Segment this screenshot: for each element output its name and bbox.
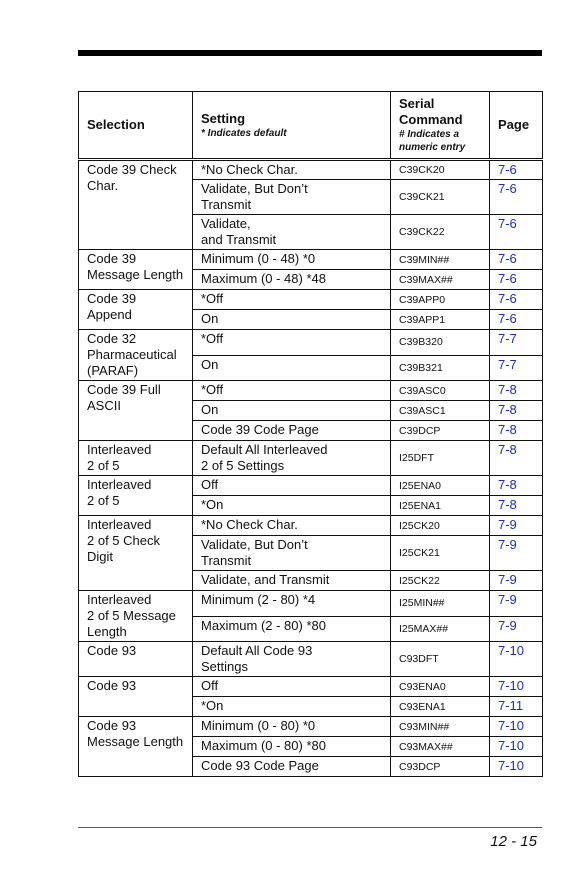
selection-text: Interleaved: [87, 442, 152, 457]
setting-text: Off: [201, 678, 219, 693]
setting-text: Settings: [201, 659, 248, 674]
setting-text: Default All Code 93: [201, 643, 313, 658]
selection-text: Pharmaceutical: [87, 347, 177, 362]
setting-text: *No Check Char.: [201, 162, 298, 177]
setting-text: Validate, But Don’t: [201, 181, 308, 196]
setting-text: On: [201, 402, 219, 417]
table-row: [79, 591, 543, 617]
selection-text: Digit: [87, 549, 114, 564]
setting-cell: [193, 642, 391, 677]
setting-cell: [193, 355, 391, 381]
table-row: [79, 642, 543, 677]
selection-text: Interleaved: [87, 477, 152, 492]
setting-text: Transmit: [201, 553, 252, 568]
page-link[interactable]: 7-8: [490, 421, 543, 441]
selection-text: Code 39 Full: [87, 382, 161, 397]
table-row: [79, 330, 543, 356]
selection-cell: [79, 516, 193, 591]
page-link[interactable]: 7-8: [490, 381, 543, 401]
setting-cell: [193, 516, 391, 536]
selection-cell: [79, 642, 193, 677]
setting-cell: [193, 250, 391, 270]
serial-command-cell: C39MIN##: [391, 250, 490, 270]
selection-text: Message Length: [87, 734, 184, 749]
serial-command-cell: C93ENA0: [391, 677, 490, 697]
setting-cell: [193, 697, 391, 717]
serial-command-cell: C93DCP: [391, 757, 490, 777]
top-rule: [78, 50, 542, 56]
page-link[interactable]: 7-6: [490, 270, 543, 290]
table-row: [79, 160, 543, 180]
selection-text: ASCII: [87, 398, 121, 413]
table-row: [79, 250, 543, 270]
selection-text: Code 39: [87, 291, 137, 306]
serial-command-cell: I25DFT: [391, 441, 490, 476]
setting-cell: [193, 571, 391, 591]
selection-cell: [79, 290, 193, 330]
setting-cell: [193, 421, 391, 441]
setting-cell: [193, 496, 391, 516]
setting-text: *Off: [201, 331, 224, 346]
page-link[interactable]: 7-6: [490, 180, 543, 215]
page-link[interactable]: 7-8: [490, 401, 543, 421]
setting-text: *On: [201, 698, 224, 713]
selection-text: Code 32: [87, 331, 137, 346]
serial-command-cell: C93MIN##: [391, 717, 490, 737]
page-link[interactable]: 7-10: [490, 677, 543, 697]
header-serial-command: Serial Command # Indicates a numeric entry: [391, 92, 490, 160]
serial-command-cell: I25CK22: [391, 571, 490, 591]
setting-text: 2 of 5 Settings: [201, 458, 285, 473]
serial-command-cell: I25MIN##: [391, 591, 490, 617]
setting-cell: [193, 717, 391, 737]
serial-command-cell: I25MAX##: [391, 616, 490, 642]
selection-text: Code 93: [87, 678, 137, 693]
setting-cell: [193, 180, 391, 215]
header-serial-note-1: # Indicates a: [399, 129, 460, 140]
setting-cell: [193, 677, 391, 697]
setting-cell: [193, 330, 391, 356]
serial-command-cell: C39B320: [391, 330, 490, 356]
serial-command-cell: C39APP1: [391, 310, 490, 330]
page-link[interactable]: 7-9: [490, 536, 543, 571]
page-link[interactable]: 7-10: [490, 757, 543, 777]
setting-text: Validate,: [201, 216, 251, 231]
serial-command-cell: C93ENA1: [391, 697, 490, 717]
table-row: [79, 717, 543, 737]
setting-cell: [193, 401, 391, 421]
selection-cell: [79, 591, 193, 642]
serial-command-cell: I25CK20: [391, 516, 490, 536]
setting-text: *On: [201, 497, 224, 512]
selection-text: Append: [87, 307, 132, 322]
page-link[interactable]: 7-8: [490, 441, 543, 476]
setting-text: *No Check Char.: [201, 517, 298, 532]
selection-text: Char.: [87, 178, 119, 193]
table-body: [79, 160, 543, 777]
setting-text: On: [201, 311, 219, 326]
serial-command-cell: C39ASC1: [391, 401, 490, 421]
selection-text: 2 of 5: [87, 458, 120, 473]
serial-command-cell: C93MAX##: [391, 737, 490, 757]
selection-text: Message Length: [87, 267, 184, 282]
setting-text: *Off: [201, 291, 224, 306]
selection-text: Code 39: [87, 251, 137, 266]
setting-cell: [193, 476, 391, 496]
selection-cell: [79, 330, 193, 381]
setting-text: Code 39 Code Page: [201, 422, 319, 437]
serial-command-cell: C39B321: [391, 355, 490, 381]
setting-cell: [193, 616, 391, 642]
page-link[interactable]: 7-6: [490, 215, 543, 250]
table-row: [79, 516, 543, 536]
serial-command-cell: C39DCP: [391, 421, 490, 441]
page-link[interactable]: 7-9: [490, 516, 543, 536]
header-serial-note-2: numeric entry: [399, 142, 466, 153]
page-link[interactable]: 7-6: [490, 160, 543, 180]
page-link[interactable]: 7-10: [490, 642, 543, 677]
selection-cell: [79, 441, 193, 476]
setting-text: Minimum (0 - 48) *0: [201, 251, 316, 266]
selection-text: 2 of 5: [87, 493, 120, 508]
selection-cell: [79, 677, 193, 717]
setting-cell: [193, 536, 391, 571]
serial-command-cell: I25ENA0: [391, 476, 490, 496]
selection-cell: [79, 717, 193, 777]
setting-cell: [193, 290, 391, 310]
setting-cell: [193, 381, 391, 401]
bottom-rule: [78, 827, 542, 828]
page-link[interactable]: 7-6: [490, 290, 543, 310]
selection-text: Code 93: [87, 718, 137, 733]
page-link[interactable]: 7-9: [490, 591, 543, 617]
setting-cell: [193, 737, 391, 757]
page-link[interactable]: 7-9: [490, 616, 543, 642]
header-setting-note: * Indicates default: [201, 127, 287, 139]
setting-text: Maximum (0 - 48) *48: [201, 271, 326, 286]
selection-text: Length: [87, 624, 127, 639]
serial-command-cell: C39CK22: [391, 215, 490, 250]
setting-text: Off: [201, 477, 219, 492]
setting-text: Code 93 Code Page: [201, 758, 319, 773]
selection-text: 2 of 5 Check: [87, 533, 160, 548]
setting-text: On: [201, 356, 219, 372]
serial-command-table: [78, 91, 543, 777]
page-link[interactable]: 7-10: [490, 737, 543, 757]
setting-cell: [193, 441, 391, 476]
setting-cell: [193, 160, 391, 180]
setting-text: Minimum (0 - 80) *0: [201, 718, 316, 733]
page-link[interactable]: 7-8: [490, 496, 543, 516]
setting-text: Minimum (2 - 80) *4: [201, 592, 316, 607]
table-header: [79, 92, 543, 160]
serial-command-cell: C93DFT: [391, 642, 490, 677]
page-link[interactable]: 7-7: [490, 355, 543, 381]
page-link[interactable]: 7-6: [490, 250, 543, 270]
serial-command-cell: C39MAX##: [391, 270, 490, 290]
header-selection: Selection: [79, 92, 193, 160]
page-link[interactable]: 7-10: [490, 717, 543, 737]
setting-text: Validate, But Don’t: [201, 537, 308, 552]
setting-text: Default All Interleaved: [201, 442, 328, 457]
setting-cell: [193, 310, 391, 330]
selection-cell: [79, 160, 193, 250]
selection-text: Interleaved: [87, 517, 152, 532]
page-link[interactable]: 7-9: [490, 571, 543, 591]
serial-command-cell: C39APP0: [391, 290, 490, 310]
serial-command-cell: C39CK20: [391, 160, 490, 180]
page-link[interactable]: 7-6: [490, 310, 543, 330]
header-row: [79, 92, 543, 160]
serial-command-cell: I25CK21: [391, 536, 490, 571]
table-row: [79, 381, 543, 401]
setting-text: Validate, and Transmit: [201, 572, 330, 587]
selection-text: Interleaved: [87, 592, 152, 607]
page-link[interactable]: 7-11: [490, 697, 543, 717]
setting-text: Transmit: [201, 197, 252, 212]
selection-cell: [79, 381, 193, 441]
selection-text: Code 39 Check: [87, 162, 177, 177]
setting-cell: [193, 591, 391, 617]
selection-cell: [79, 476, 193, 516]
table-row: [79, 476, 543, 496]
serial-command-cell: C39ASC0: [391, 381, 490, 401]
header-setting: Setting * Indicates default: [193, 92, 391, 160]
setting-text: Maximum (2 - 80) *80: [201, 617, 326, 633]
table-row: [79, 441, 543, 476]
setting-text: and Transmit: [201, 232, 277, 247]
setting-cell: [193, 270, 391, 290]
selection-text: 2 of 5 Message: [87, 608, 176, 623]
serial-command-cell: C39CK21: [391, 180, 490, 215]
page-link[interactable]: 7-8: [490, 476, 543, 496]
setting-cell: [193, 215, 391, 250]
selection-cell: [79, 250, 193, 290]
page-link[interactable]: 7-7: [490, 330, 543, 356]
header-page: Page: [490, 92, 543, 160]
page-number: 12 - 15: [490, 833, 537, 850]
selection-text: Code 93: [87, 643, 137, 658]
selection-text: (PARAF): [87, 363, 139, 378]
table-row: [79, 677, 543, 697]
setting-text: *Off: [201, 382, 224, 397]
table-row: [79, 290, 543, 310]
setting-text: Maximum (0 - 80) *80: [201, 738, 326, 753]
serial-command-cell: I25ENA1: [391, 496, 490, 516]
setting-cell: [193, 757, 391, 777]
